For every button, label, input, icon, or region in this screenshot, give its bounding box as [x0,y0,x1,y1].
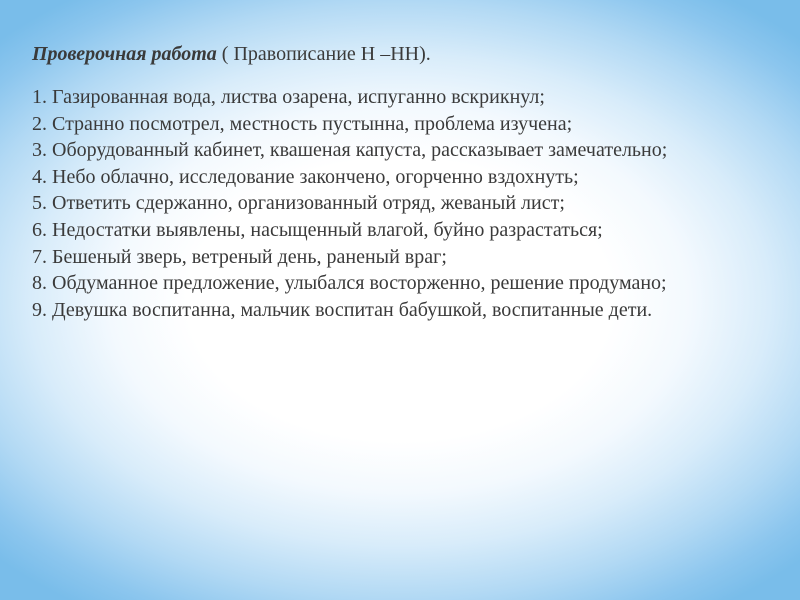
task-item-1: 1. Газированная вода, листва озарена, испуганно вскрикнул; [32,86,545,108]
title-subtitle: ( Правописание Н –НН). [216,43,431,65]
task-item-3: 3. Оборудованный кабинет, квашеная капуста, рассказывает замечательно; [32,139,668,162]
task-item-4: 4. Небо облачно, исследование закончено, огорченно вздохнуть; [32,165,579,188]
task-item-7: 7. Бешеный зверь, ветреный день, раненый враг; [32,245,447,268]
slide-title [32,40,777,68]
slide-content [32,40,777,323]
task-item-6: 6. Недостатки выявлены, насыщенный влагой, буйно разрастаться; [32,218,603,241]
title-main: Проверочная работа [32,43,217,65]
task-item-2: 2. Странно посмотрел, местность пустынна, проблема изучена; [32,112,573,135]
task-item-8: 8. Обдуманное предложение, улыбался восторженно, решение продумано; [32,272,667,295]
task-list [32,84,777,323]
task-item-9: 9. Девушка воспитанна, мальчик воспитан бабушкой, воспитанные дети. [32,298,653,321]
task-item-5: 5. Ответить сдержанно, организованный отряд, жеваный лист; [32,192,565,215]
